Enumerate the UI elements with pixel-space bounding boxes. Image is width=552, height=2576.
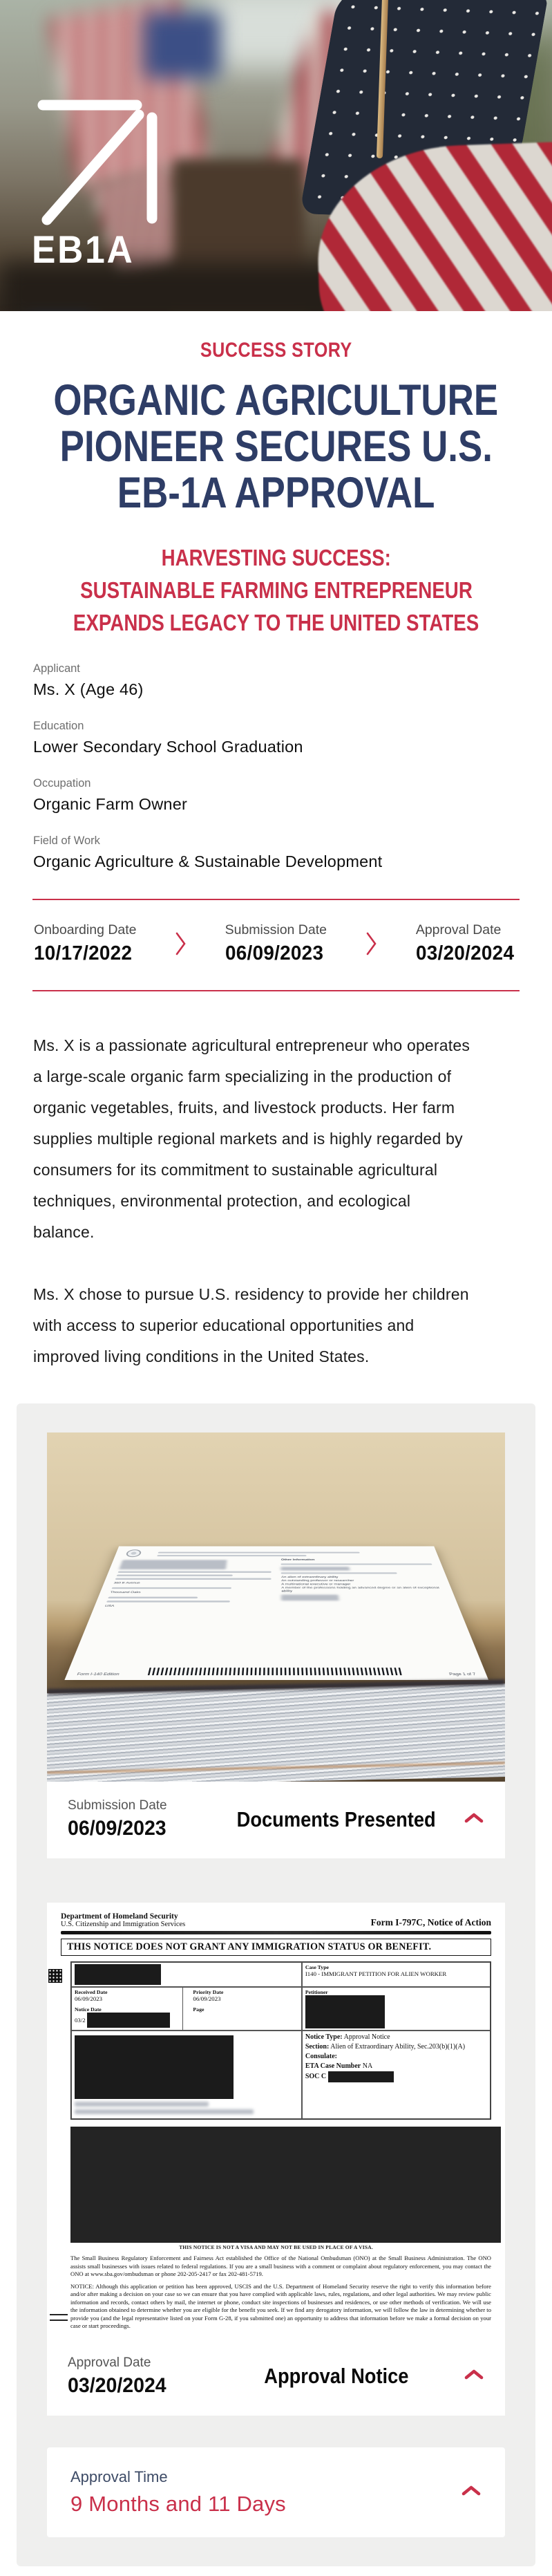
- page-title: [0, 377, 552, 516]
- form-city-value: Thousand Oaks: [109, 1591, 141, 1594]
- case-type-value: I140 - IMMIGRANT PETITION FOR ALIEN WORKER: [305, 1970, 447, 1977]
- priority-date-label: Priority Date: [193, 1989, 224, 1995]
- subtitle-line: HARVESTING SUCCESS:: [161, 545, 391, 570]
- form-other-info: Other Information: [280, 1558, 315, 1561]
- form-classification: An alien of extraordinary ability: [280, 1576, 339, 1579]
- timeline-label: Onboarding Date: [34, 922, 137, 937]
- i797c-notice-scan: [47, 1903, 505, 2339]
- scan-mark: [50, 2320, 68, 2321]
- sba-paragraph: The Small Business Regulatory Enforcement and Fairness Act established the Office of the National Ombudsman (ONO) at the Small Business Administration. The ONO assists small businesses with issues related to federal regulations. If you are a small business with a comment or complaint about regulatory enforcement, you may contact the ONO at www.sba.gov/ombudsman or phone 202-205-2417 or fax 202-481-5719.: [70, 2255, 491, 2277]
- visa-note: THIS NOTICE IS NOT A VISA AND MAY NOT BE USED IN PLACE OF A VISA.: [179, 2244, 373, 2250]
- agency-block: [61, 1912, 185, 1928]
- documents-presented-accordion[interactable]: [47, 1782, 505, 1858]
- chevron-up-icon: [461, 2485, 482, 2500]
- approval-date-label: Approval Date: [68, 2355, 151, 2370]
- notice-type-value: Approval Notice: [343, 2033, 390, 2041]
- section-value: Alien of Extraordinary Ability, Sec.203(b)(1)(A): [330, 2043, 466, 2051]
- blurred-flag-canton: [144, 12, 220, 78]
- notice-type-cell: [302, 2031, 491, 2119]
- form-classification: An outstanding professor or researcher: [280, 1579, 354, 1583]
- case-type-label: Case Type: [305, 1964, 329, 1970]
- case-type-cell: [302, 1962, 491, 1987]
- subtitle-line: EXPANDS LEGACY TO THE UNITED STATES: [73, 610, 479, 635]
- title-line: EB-1A APPROVAL: [117, 469, 435, 517]
- timeline-label: Approval Date: [415, 922, 502, 937]
- dhs-seal-icon: [125, 1549, 142, 1557]
- submission-date-block: [68, 1798, 216, 1840]
- field-occupation: [33, 777, 519, 814]
- documents-stack-photo: [47, 1432, 505, 1782]
- submission-date-label: Submission Date: [68, 1798, 167, 1813]
- field-value: Lower Secondary School Graduation: [33, 738, 303, 756]
- received-date-value: 06/09/2023: [75, 1995, 103, 2002]
- notice-table: [70, 1961, 491, 2120]
- form-street-value: 360 E Avenue: [113, 1582, 140, 1585]
- form-i140-top-sheet: [64, 1546, 488, 1680]
- form-classification: A multinational executive or manager: [280, 1583, 351, 1586]
- evidence-card: [17, 1403, 535, 2566]
- field-value: Ms. X (Age 46): [33, 680, 144, 698]
- redacted-body: [70, 2127, 501, 2243]
- petitioner-label: Petitioner: [305, 1989, 328, 1995]
- eta-label: ETA Case Number: [305, 2062, 361, 2070]
- form-barcode: [148, 1668, 405, 1675]
- approval-time-block: [70, 2468, 461, 2517]
- scan-mark: [50, 2314, 68, 2315]
- chevron-right-icon: [365, 928, 379, 959]
- approval-notice-accordion[interactable]: [47, 2339, 505, 2416]
- notice-banner: THIS NOTICE DOES NOT GRANT ANY IMMIGRATION STATUS OR BENEFIT.: [61, 1939, 491, 1956]
- notice-date-label: Notice Date: [75, 2006, 102, 2013]
- chevron-up-icon: [464, 1812, 484, 1827]
- soc-label: SOC C: [305, 2073, 327, 2080]
- qr-code: [48, 1969, 62, 1983]
- approval-time-accordion[interactable]: [47, 2447, 505, 2537]
- approval-time-value: 9 Months and 11 Days: [70, 2491, 286, 2516]
- chevron-right-icon: [174, 928, 188, 959]
- us-flag-photo: [240, 0, 552, 311]
- notice-date-value: 03/2: [75, 2017, 86, 2024]
- section-label: Section:: [305, 2043, 330, 2051]
- approval-date-value: 03/20/2024: [68, 2373, 166, 2397]
- notice-type-label: Notice Type:: [305, 2033, 343, 2041]
- timeline-label: Submission Date: [225, 922, 327, 937]
- approval-date-block: [68, 2355, 216, 2398]
- field-education: [33, 720, 519, 756]
- title-line: ORGANIC AGRICULTURE: [53, 376, 499, 424]
- story-section: [33, 1030, 519, 1372]
- accordion-title: Approval Notice: [264, 2364, 409, 2388]
- form-title: Form I-797C, Notice of Action: [370, 1917, 491, 1928]
- eyebrow: SUCCESS STORY: [200, 339, 352, 362]
- timeline-date: 10/17/2022: [34, 942, 133, 964]
- applicant-profile: [33, 662, 519, 871]
- timeline-step-onboarding: [34, 922, 137, 965]
- field-label: Field of Work: [33, 834, 100, 847]
- form-footer-left: Form I-140 Edition: [75, 1672, 120, 1677]
- agency-line2: U.S. Citizenship and Immigration Services: [61, 1921, 186, 1928]
- field-label: Occupation: [33, 777, 91, 790]
- field-value: Organic Farm Owner: [33, 795, 187, 813]
- story-paragraph: Ms. X is a passionate agricultural entrepreneur who operates a large-scale organic farm specializing in the production of organic vegetables, fruits, and livestock products. Her farm supplies multiple regional markets and is highly regarded by consumers for its commitment to sustainable agricultural techniques, environmental protection, and ecological balance.: [33, 1036, 470, 1241]
- field-field-of-work: [33, 834, 519, 871]
- field-value: Organic Agriculture & Sustainable Development: [33, 852, 383, 870]
- title-line: PIONEER SECURES U.S.: [59, 422, 493, 471]
- subtitle-line: SUSTAINABLE FARMING ENTREPRENEUR: [79, 577, 473, 603]
- paper-stack-edge: [47, 1683, 505, 1782]
- timeline-step-approval: [416, 922, 518, 965]
- timeline-date: 03/20/2024: [415, 942, 515, 964]
- petitioner-cell: [302, 1987, 491, 2031]
- receipt-cell: [71, 1962, 302, 1987]
- accordion-title: Documents Presented: [236, 1807, 437, 1831]
- chevron-up-icon: [464, 2369, 484, 2384]
- address-cell: [71, 2031, 302, 2119]
- field-label: Applicant: [33, 662, 80, 675]
- field-label: Education: [33, 720, 84, 732]
- form-classification: A member of the professions holding an advanced degree or an alien of exceptional ability: [280, 1587, 440, 1593]
- timeline-date: 06/09/2023: [225, 942, 323, 964]
- dates-row: [71, 1987, 302, 2031]
- agency-line1: Department of Homeland Security: [61, 1912, 178, 1921]
- submission-date-value: 06/09/2023: [68, 1817, 166, 1840]
- form-footer-right: Page 1 of 7: [448, 1672, 477, 1677]
- consulate-label: Consulate:: [305, 2053, 337, 2060]
- page-label: Page: [193, 2006, 204, 2013]
- priority-date-value: 06/09/2023: [193, 1995, 221, 2002]
- rule: [61, 1931, 491, 1934]
- eta-value: NA: [362, 2062, 373, 2070]
- field-applicant: [33, 662, 519, 699]
- form-country-value: USA: [104, 1605, 115, 1608]
- page-subtitle: [0, 541, 552, 639]
- approval-time-label: Approval Time: [70, 2467, 168, 2485]
- story-paragraph: Ms. X chose to pursue U.S. residency to provide her children with access to superior educational opportunities and improved living conditions in the United States.: [33, 1285, 469, 1365]
- arrow-up-right-icon: [32, 95, 163, 234]
- brand-logo: EB1A: [32, 227, 135, 271]
- case-timeline: [32, 899, 520, 991]
- timeline-step-submission: [225, 922, 327, 965]
- notice-paragraph: NOTICE: Although this application or petition has been approved, USCIS and the U.S. Department of Homeland Security reserve the right to verify this information before and/or after making a decision on your case so we can ensure that you have complied with applicable laws, rules, regulations, and other legal authorities. We may review public information and records, contact others by mail, the internet or phone, conduct site inspections of businesses and residences, or use other methods of verification. We will use the information obtained to determine whether you are eligible for the benefit you seek. If we find any derogatory information, we will follow the law in determining whether to provide you (and the legal representative listed on your Form G-28, if you submitted one) an opportunity to address that information before we make a formal decision on your case or start proceedings.: [70, 2282, 491, 2329]
- received-date-label: Received Date: [75, 1989, 108, 1995]
- hero-photo: [0, 0, 552, 311]
